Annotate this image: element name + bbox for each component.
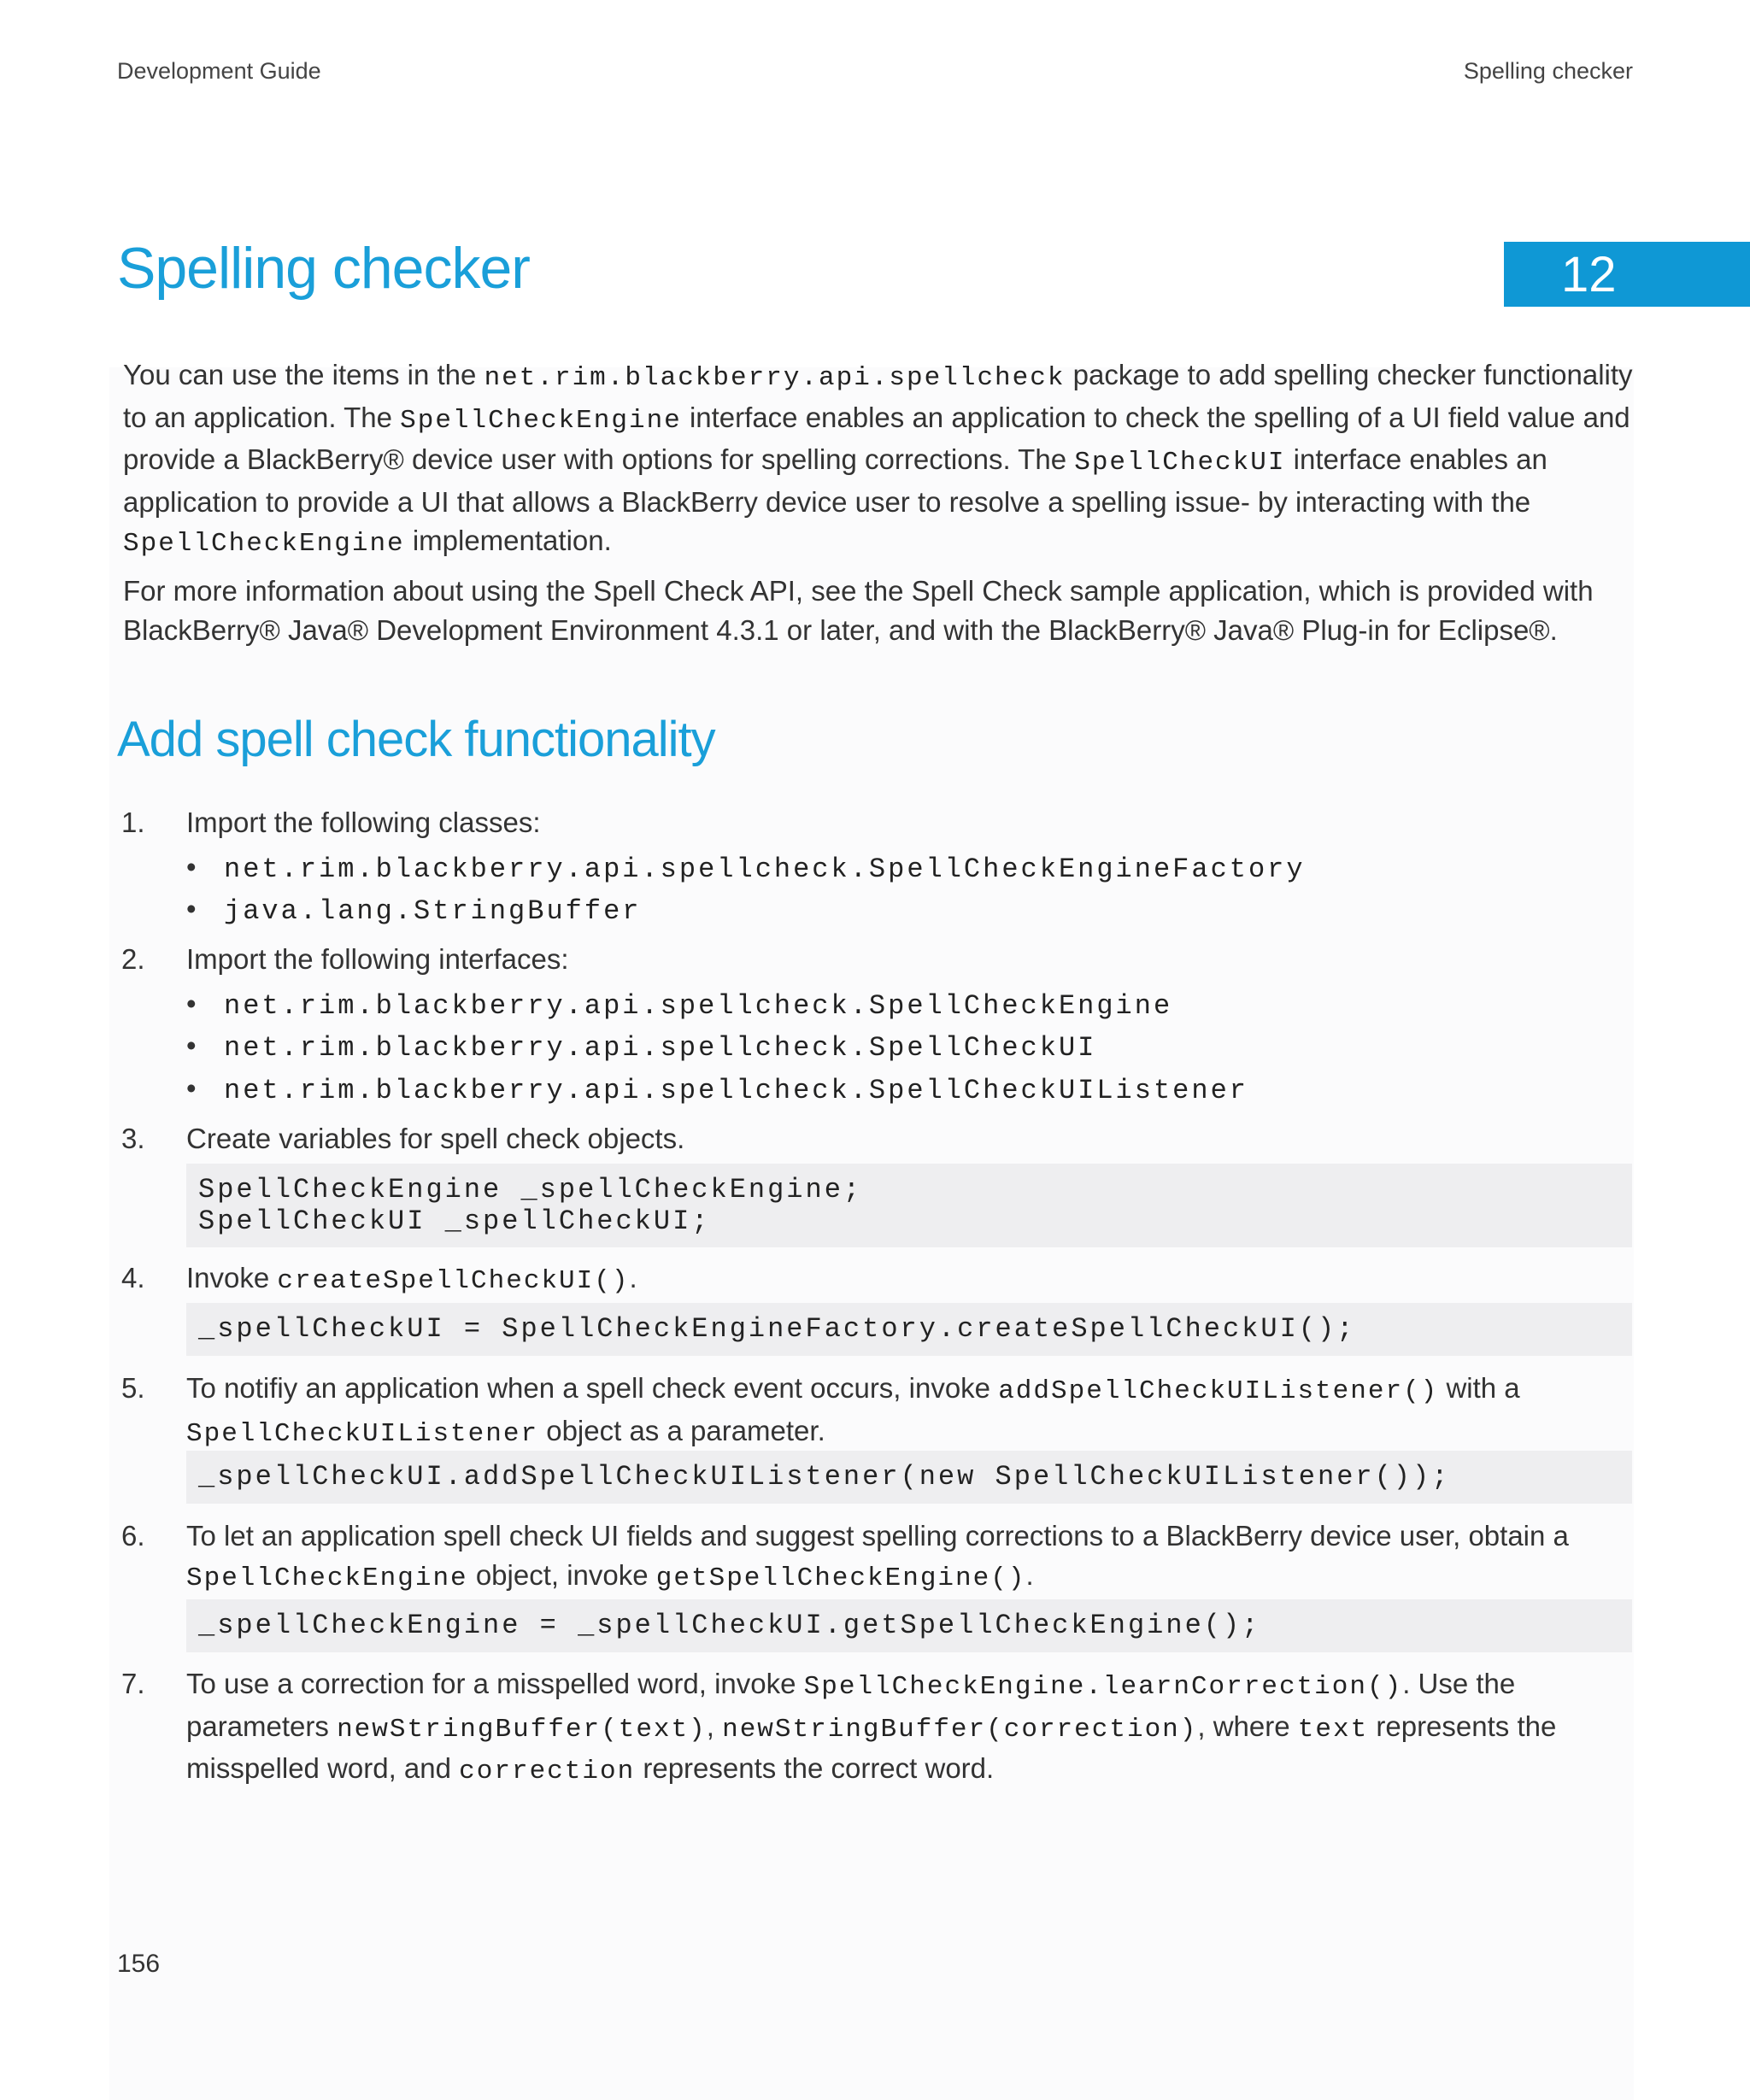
section-title: Add spell check functionality	[117, 712, 715, 767]
inline-code: SpellCheckUI	[1074, 448, 1286, 478]
step-text: Invoke createSpellCheckUI().	[186, 1262, 637, 1296]
inline-code: getSpellCheckEngine()	[655, 1563, 1026, 1593]
interface-name: net.rim.blackberry.api.spellcheck.SpellCheckUI	[224, 1032, 1097, 1064]
inline-code: createSpellCheckUI()	[277, 1266, 630, 1296]
step-7	[121, 1664, 1634, 1792]
step-number: 1.	[121, 807, 145, 838]
running-header-left: Development Guide	[117, 58, 321, 84]
step-text: Import the following interfaces:	[186, 943, 569, 975]
inline-code: SpellCheckEngine	[186, 1563, 468, 1593]
step-number: 7.	[121, 1668, 145, 1699]
code-block	[186, 1599, 1632, 1652]
step-number: 4.	[121, 1262, 145, 1293]
inline-code: SpellCheckUIListener	[186, 1418, 539, 1449]
inline-code: newStringBuffer(correction)	[722, 1714, 1198, 1745]
intro-paragraph-1: You can use the items in the net.rim.blackberry.api.spellcheck package to add spelling checker functionality to an application. The SpellCheckEngine interface enables an application to check the spelling of a UI field value and provide a BlackBerry® device user with options for spelling corrections. The SpellCheckUI interface enables an application to provide a UI that allows a BlackBerry device user to resolve a spelling issue- by interacting with the SpellCheckEngine implementation.	[123, 359, 1633, 559]
class-name: net.rim.blackberry.api.spellcheck.SpellCheckEngineFactory	[224, 853, 1306, 885]
chapter-number: 12	[1561, 246, 1617, 302]
list-item: • net.rim.blackberry.api.spellcheck.SpellCheckUI	[186, 1029, 1097, 1064]
code-line: _spellCheckUI.addSpellCheckUIListener(new SpellCheckUIListener());	[198, 1461, 1451, 1493]
interface-name: net.rim.blackberry.api.spellcheck.SpellCheckEngine	[224, 990, 1173, 1022]
list-item: • net.rim.blackberry.api.spellcheck.SpellCheckUIListener	[186, 1072, 1248, 1106]
package-name: net.rim.blackberry.api.spellcheck	[484, 363, 1066, 393]
code-line: _spellCheckEngine = _spellCheckUI.getSpellCheckEngine();	[198, 1610, 1261, 1641]
step-number: 3.	[121, 1123, 145, 1154]
code-block	[186, 1164, 1632, 1247]
step-5	[121, 1369, 1531, 1453]
class-name: java.lang.StringBuffer	[224, 895, 642, 927]
chapter-title: Spelling checker	[117, 236, 530, 301]
list-item: • java.lang.StringBuffer	[186, 893, 642, 927]
list-item: • net.rim.blackberry.api.spellcheck.SpellCheckEngineFactory	[186, 851, 1306, 885]
inline-code: SpellCheckEngine	[400, 405, 682, 436]
inline-code: addSpellCheckUIListener()	[998, 1376, 1439, 1406]
step-2	[121, 940, 1634, 979]
inline-code: SpellCheckEngine	[123, 529, 405, 559]
code-line: SpellCheckEngine _spellCheckEngine;	[198, 1174, 863, 1205]
list-item: • net.rim.blackberry.api.spellcheck.SpellCheckEngine	[186, 988, 1173, 1022]
inline-code: text	[1297, 1714, 1369, 1745]
step-number: 6.	[121, 1520, 145, 1552]
step-number: 5.	[121, 1372, 145, 1404]
code-block	[186, 1451, 1632, 1504]
inline-code: SpellCheckEngine.learnCorrection()	[803, 1672, 1403, 1702]
code-block	[186, 1303, 1632, 1356]
step-text: Import the following classes:	[186, 807, 541, 838]
inline-code: newStringBuffer(text)	[337, 1714, 707, 1745]
chapter-number-tab	[1504, 242, 1750, 307]
step-1	[121, 803, 1634, 842]
code-line: _spellCheckUI = SpellCheckEngineFactory.createSpellCheckUI();	[198, 1313, 1356, 1345]
step-text: Create variables for spell check objects.	[186, 1123, 685, 1154]
step-text: To use a correction for a misspelled word, invoke SpellCheckEngine.learnCorrection(). Use the parameters newStringBuffer(text), newStringBuffer(correction), where text represents the misspelled word, and correction represents the correct word.	[186, 1668, 1557, 1786]
inline-code: correction	[459, 1757, 636, 1786]
intro-paragraph-2: For more information about using the Spell Check API, see the Spell Check sample application, which is provided with BlackBerry® Java® Development Environment 4.3.1 or later, and with the BlackBerry® Java® Plug-in for Eclipse®.	[123, 575, 1594, 646]
step-4	[121, 1258, 1634, 1301]
code-line: SpellCheckUI _spellCheckUI;	[198, 1205, 711, 1237]
step-3	[121, 1119, 1634, 1159]
step-6	[121, 1516, 1574, 1598]
interface-name: net.rim.blackberry.api.spellcheck.SpellCheckUIListener	[224, 1075, 1248, 1106]
step-text: To notifiy an application when a spell check event occurs, invoke addSpellCheckUIListener() with a SpellCheckUIListener object as a parameter.	[186, 1372, 1520, 1449]
step-text: To let an application spell check UI fields and suggest spelling corrections to a BlackBerry device user, obtain a SpellCheckEngine object, invoke getSpellCheckEngine().	[186, 1520, 1569, 1593]
running-header-right: Spelling checker	[1463, 58, 1633, 84]
page-number: 156	[117, 1950, 161, 1978]
step-number: 2.	[121, 943, 145, 975]
